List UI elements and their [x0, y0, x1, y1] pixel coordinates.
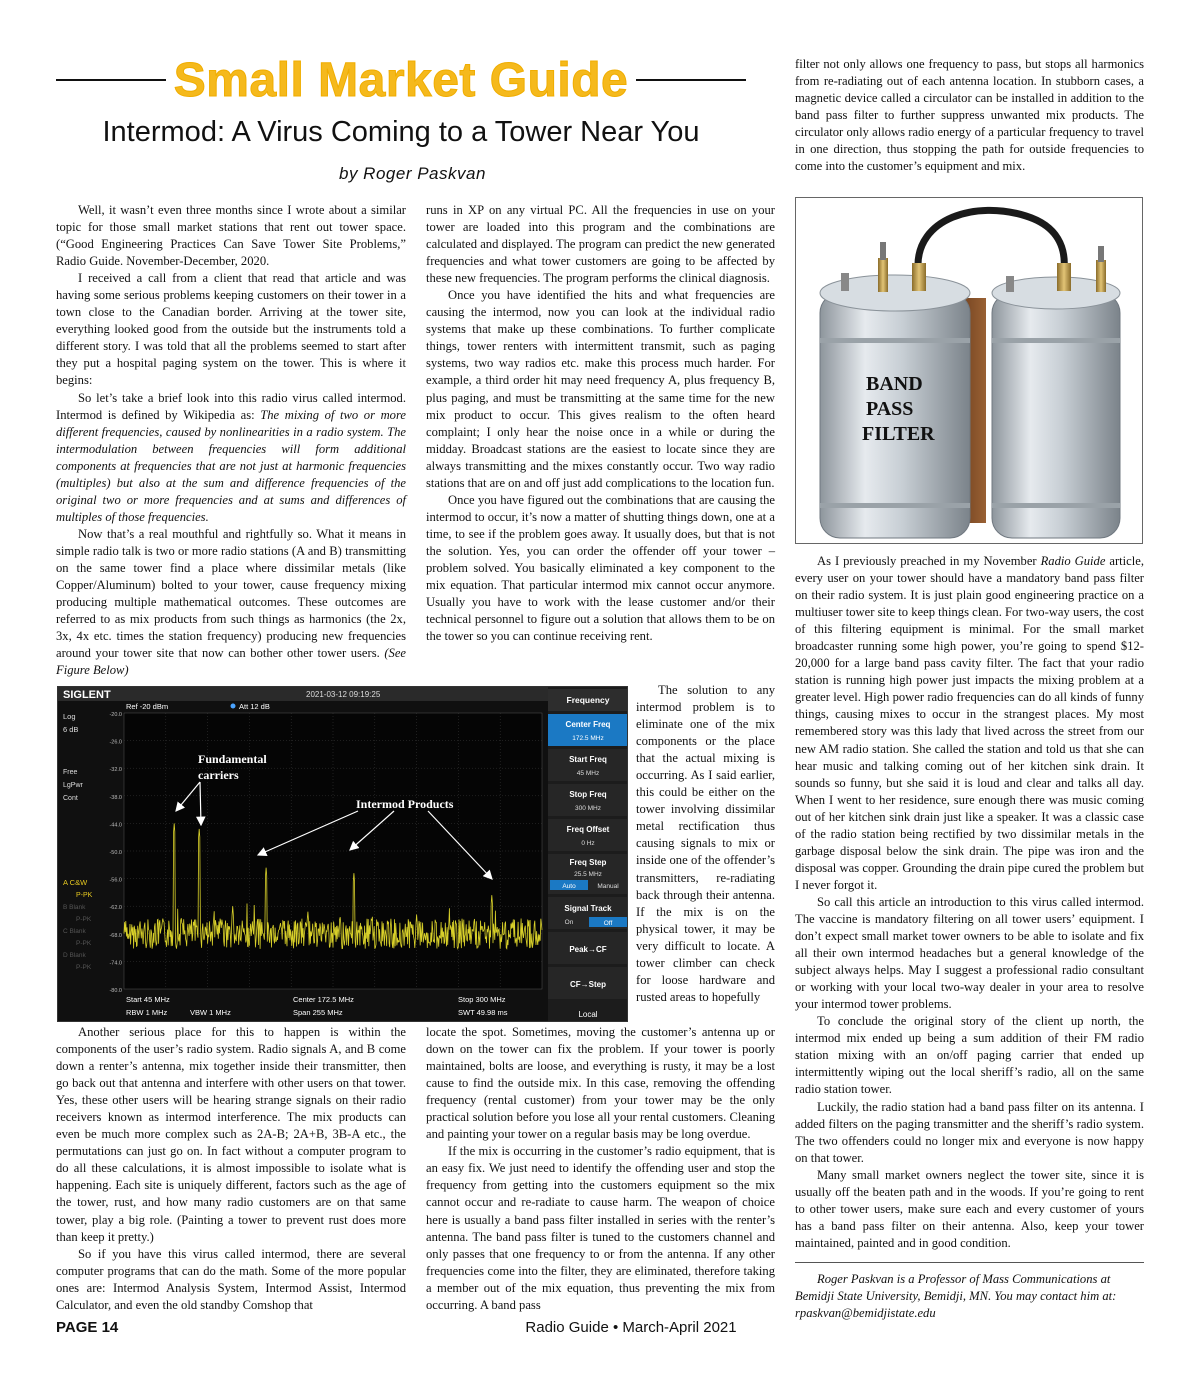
- annotation-carriers: carriers: [198, 768, 239, 782]
- band-pass-filter-photo: [795, 197, 1143, 544]
- inactive-trace-label: D Blank: [63, 952, 86, 959]
- menu-freq-offset-value: 0 Hz: [581, 840, 595, 847]
- span: Span 255 MHz: [293, 1008, 343, 1017]
- paragraph-text: Now that’s a real mouthful and rightfully so. What it means in simple radio talk is two or more radio stations (A and B) transmitting on the same tower find a place where dissimilar metals (like Copper/Aluminum) bolted to your tower, cause frequency mixing producing multiple mathematical outcomes. These outcomes are referred to as mix products from such things as harmonics (the 2x, 3x, 4x etc. times the station frequency) producing new frequencies around your tower site that now can bother other tower users.: [56, 526, 406, 661]
- inactive-trace-label: B Blank: [63, 904, 86, 911]
- center-freq: Center 172.5 MHz: [293, 995, 354, 1004]
- y-tick-label: -20.0: [109, 712, 122, 718]
- menu-peak-cf[interactable]: [548, 932, 628, 964]
- rbw: RBW 1 MHz: [126, 1008, 168, 1017]
- paragraph: locate the spot. Sometimes, moving the customer’s antenna up or down on the tower can fix the problem. If your tower is poorly maintained, bolts are loose, and everything is rusty, it may be a lost cause to find the outside mix. In this case, removing the offending frequency (rental customer) from your tower may be the only practical solution before you lose all your rental customers. Cleaning and painting your tower on a regular basis may be long overdue.: [426, 1025, 775, 1142]
- band-pass-filter-illustration: [796, 198, 1143, 544]
- author-bio-line-1: Roger Paskvan is a Professor of Mass Communications at: [817, 1271, 1111, 1286]
- menu-center-freq[interactable]: [548, 714, 628, 746]
- section-title: Small Market Guide: [173, 53, 629, 107]
- start-freq: Start 45 MHz: [126, 995, 170, 1004]
- y-tick-label: -56.0: [109, 877, 122, 884]
- page-number: PAGE 14: [56, 1319, 119, 1336]
- menu-stop-freq-label: Stop Freq: [569, 790, 607, 799]
- scale-div: 6 dB: [63, 725, 79, 734]
- spectrum-analyzer-screenshot: [57, 686, 628, 1022]
- trace-a-detector: P-PK: [76, 892, 93, 899]
- menu-center-freq-value: 172.5 MHz: [572, 735, 604, 742]
- banner-rule-right: [636, 79, 746, 81]
- y-tick-label: -38.0: [109, 794, 122, 801]
- freq-step-auto: Auto: [562, 883, 576, 890]
- y-tick-label: -26.0: [109, 739, 122, 746]
- paragraph: Well, it wasn’t even three months since I wrote about a similar topic for those small market stations that rent out tower space. (“Good Engineering Practices Can Save Tower Site Problems,” Radio Guide. November-December, 2020.: [56, 203, 406, 269]
- column-2-bottom: [426, 1024, 775, 1314]
- brand-label: SIGLENT: [63, 689, 111, 701]
- menu-start-freq[interactable]: [548, 749, 628, 781]
- inactive-trace-label: P-PK: [76, 940, 92, 947]
- inactive-trace-label: C Blank: [63, 928, 86, 935]
- wikipedia-quote: The mixing of two or more different frequencies, caused by nonlinearities in a radio system. The intermodulation between frequencies will form additional components at frequencies that are not just at harmonic frequencies (multiples) but also at the sum and difference frequencies of the original two or more frequencies and at sums and differences of multiples of those frequencies.: [56, 407, 406, 524]
- paragraph: Many small market owners neglect the tower site, since it is usually off the beaten path and in the woods. If you’re going to rent to other tower users, make sure each and every customer of yours has a band pass filter on their antenna. Also, keep your tower maintained, painted and in good condition.: [795, 1167, 1144, 1250]
- paragraph: So call this article an introduction to this virus called intermod. The vaccine is mandatory filtering on all tower users’ equipment. I don’t expect small market tower owners to be able to isolate and fix all their own intermod headaches but a general knowledge of the subject always helps. May I suggest a professional radio consultant or working with your local two-way dealer in your area to resolve your intermod tower problems.: [795, 894, 1144, 1012]
- menu-stop-freq[interactable]: [548, 784, 628, 816]
- author-email[interactable]: rpaskvan@bemidjistate.edu: [795, 1306, 936, 1321]
- trace-a-label: A C&W: [63, 878, 88, 887]
- annotation-fundamental: Fundamental: [198, 752, 267, 766]
- banner-rule-left: [56, 79, 166, 81]
- column-3-top: [795, 56, 1144, 175]
- column-1-bottom: [56, 1024, 406, 1314]
- ref-level: Ref -20 dBm: [126, 702, 169, 711]
- menu-cf-step-label: CF→Step: [570, 980, 606, 989]
- inactive-trace-label: P-PK: [76, 916, 92, 923]
- menu-freq-offset-label: Freq Offset: [566, 825, 610, 834]
- paragraph: Luckily, the radio station had a band pass filter on its antenna. I added filters on the paging transmitter and the sheriff’s radio system. The two offenders could no longer mix and everyone is now happy on that tower.: [795, 1099, 1144, 1165]
- menu-cf-step[interactable]: [548, 967, 628, 999]
- menu-stop-freq-value: 300 MHz: [574, 805, 602, 812]
- trigger-mode: Free: [63, 769, 78, 776]
- paragraph-text: As I previously preached in my November: [817, 554, 1041, 568]
- paragraph: I received a call from a client that read that article and was having some serious problems keeping customers on their tower in a town close to the Canadian border. Arriving at the tower site, everything looked good from the outside but the instruments told a different story. I was told that all the problems seemed to start after they put a hospital paging system on the tower. This is where it begins:: [56, 271, 406, 388]
- detector-mode: LgPwr: [63, 782, 83, 789]
- y-tick-label: -62.0: [109, 905, 122, 912]
- filter-label-filter: FILTER: [862, 423, 935, 445]
- y-tick-label: -44.0: [109, 822, 122, 829]
- vbw: VBW 1 MHz: [190, 1008, 231, 1017]
- y-axis-ticks: [109, 712, 122, 994]
- freq-step-manual: Manual: [597, 883, 619, 890]
- menu-signal-track-label: Signal Track: [564, 904, 612, 913]
- paragraph: So if you have this virus called intermod, there are several computer programs that can do the math. Some of the more popular ones are: Intermod Analysis System, Intermod Assist, Intermod Calculator, and even the old standby Comshop that: [56, 1246, 406, 1312]
- menu-start-freq-value: 45 MHz: [576, 770, 600, 777]
- paragraph: Once you have identified the hits and what frequencies are causing the intermod, now you can look at the individual radio systems that make up these combinations. To further complicate things, tower renters with intermittent transmit, such as paging systems, two way radios etc. make this process much harder. For example, a third order hit may need frequency A, plus frequency B, plus paging, and must be transmitting at the same time for the new mix product to occur. This gives realism to the often heard complaint; I only hear the noise once in a while or during the midday. Broadcast stations are the easiest to locate since they are always transmitting and the mixes constantly occur. Two way radio stations that are on and off just add complications to the location fun.: [426, 288, 775, 490]
- paragraph: Another serious place for this to happen is within the components of the user’s radio system. Radio signals A, and B come down a renter’s antenna, mix together inside their transmitter, then go back out that antenna and interfere with other users on that tower. Yes, these other users will be hearing strange signals on their radio receivers known as intermod interference. The mix products can even be much more complex such as 2A-B; 2A+B, 3B-A etc., the permutations can just go on. In fact without a computer program to do all these calculations, it is almost impossible to isolate what is happening. Each site is uniquely different, factors such as the age of the tower, rust, and how many radio customers are on that same tower, play a big role. (Painting a tower to prevent rust does more than keep it pretty.): [56, 1025, 406, 1244]
- y-tick-label: -32.0: [109, 767, 122, 774]
- scale-type: Log: [63, 712, 76, 721]
- column-2-side: [636, 682, 775, 1006]
- column-2-top: [426, 202, 775, 645]
- paragraph: To conclude the original story of the client up north, the intermod mix ended up being a sum addition of their FM radio station mixing with an on/off paging carrier that ended up intermittently wiping out the local sheriff’s radio, all on the same radio station tower.: [795, 1014, 1144, 1097]
- column-1-top: [56, 202, 406, 679]
- att-indicator-icon: [231, 704, 236, 709]
- y-tick-label: -74.0: [109, 960, 122, 967]
- filter-label-band: BAND: [866, 373, 923, 395]
- paragraph-text: article, every user on your tower should have a mandatory band pass filter on their radio system. It is just plain good engineering practice on a multiuser tower site to keep things clean. For two-way users, the cost of this filtering equipment is minimal. For the small market broadcaster running some high power, you’re going to spend $12-20,000 for a large band pass cavity filter. The fact that your radio station is running high power just impacts the mixing problem at a greater level. High power radio frequencies can do all kinds of funny things, causing mixes to occur in the strangest places. My most remembered story was this lady that lived across the street from our new AM radio station. She called the station and told us that she can hear music and talking coming out of her kitchen sink drain. It sounds so funny, but she said it is loud and clear and talks all day. When I went to her residence, sure enough there was music coming out of her kitchen sink drain just like a speaker. It was a classic case of the radio station being rectified by two dissimilar metals in the garbage disposal below the sink drain. The pipe was iron and the disposal was copper. Grounding the drain pipe cured the problem but I never forgot it.: [795, 554, 1144, 892]
- signal-track-on: On: [564, 919, 574, 926]
- stop-freq: Stop 300 MHz: [458, 995, 506, 1004]
- paragraph: [56, 526, 406, 679]
- menu-freq-step-label: Freq Step: [569, 858, 607, 867]
- column-3-bottom: [795, 553, 1144, 1322]
- menu-start-freq-label: Start Freq: [569, 755, 607, 764]
- y-tick-label: -80.0: [109, 988, 122, 994]
- menu-center-freq-label: Center Freq: [565, 720, 611, 729]
- paragraph: The solution to any intermod problem is to eliminate one of the mix components or the place that the actual mixing is occurring. As I said earlier, this could be either on the tower involving dissimilar metal rectification thus causing signals to mix or inside one of the offender’s transmitters, re-radiating back through their antenna. If the mix is on the physical tower, it may be very difficult to locate. A tower climber can check for loose hardware and rusted areas to hopefully: [636, 683, 775, 1004]
- y-tick-label: -68.0: [109, 932, 122, 939]
- paragraph: [56, 390, 406, 526]
- menu-peak-cf-label: Peak→CF: [569, 945, 607, 954]
- spectrum-display: [58, 687, 628, 1022]
- menu-signal-track[interactable]: [548, 897, 628, 929]
- paragraph: filter not only allows one frequency to pass, but stops all harmonics from re-radiating out of each antenna location. In stubborn cases, a magnetic device called a circulator can be installed in addition to the band pass filter to further suppress unwanted mix products. The circulator only allows radio energy of a particular frequency to travel in one direction, thus stopping the path for outside frequencies to come into the customer’s equipment and mix.: [795, 57, 1144, 174]
- menu-freq-step-value: 25.5 MHz: [574, 871, 602, 878]
- page-footer: [56, 1317, 1146, 1341]
- sweep-time: SWT 49.98 ms: [458, 1008, 508, 1017]
- paragraph: [795, 553, 1144, 894]
- paragraph-text: So let’s take a brief look into this radio virus called intermod. Intermod is defined by Wikipedia as:: [56, 390, 406, 422]
- attenuation: Att 12 dB: [239, 702, 270, 711]
- author-bio: [795, 1262, 1144, 1322]
- inactive-traces: [63, 904, 92, 971]
- paragraph: If the mix is occurring in the customer’s radio equipment, that is an easy fix. We just need to identify the offending user and stop the frequency from getting into the customers equipment so the mix cannot occur and re-radiate to cause harm. The weapon of choice here is usually a band pass filter installed in series with the renter’s antenna. The band pass filter is tuned to the customers channel and only passes that one frequency to or from the antenna. If any other frequencies come into the filter, they are eliminated, therefore taking a member out of the mix equation, thus preventing the mix from occurring. A band pass: [426, 1144, 775, 1312]
- paragraph: Once you have figured out the combinations that are causing the intermod to occur, it’s now a matter of shutting things down, one at a time, to see if the problem goes away. It usually does, but that is not the solution. Yes, you can order the offender off your tower – problem solved. You basically eliminated a key component to the mix equation. That particular intermod mix cannot occur anymore. Usually you have to work with the lease customer and/or their technical personnel to figure out a solution that allows them to be on the tower so you can continue receiving rent.: [426, 492, 775, 644]
- annotation-intermod: Intermod Products: [356, 797, 454, 811]
- filter-label-pass: PASS: [866, 398, 914, 420]
- menu-freq-step[interactable]: [548, 854, 628, 894]
- figure-reference: (See Figure Below): [56, 646, 406, 678]
- signal-track-off: Off: [603, 920, 613, 927]
- menu-title: Frequency: [566, 695, 610, 705]
- inactive-trace-label: P-PK: [76, 964, 92, 971]
- article-headline: Intermod: A Virus Coming to a Tower Near You: [102, 116, 700, 148]
- sweep-mode: Cont: [63, 795, 78, 802]
- author-bio-line-2: Bemidji State University, Bemidji, MN. You may contact him at:: [795, 1288, 1117, 1303]
- publication-issue: Radio Guide • March-April 2021: [525, 1319, 737, 1336]
- menu-freq-offset[interactable]: [548, 819, 628, 851]
- publication-name: Radio Guide: [1040, 554, 1106, 568]
- datetime-label: 2021-03-12 09:19:25: [306, 690, 381, 699]
- section-banner: [56, 52, 746, 108]
- y-tick-label: -50.0: [109, 850, 122, 856]
- paragraph: runs in XP on any virtual PC. All the frequencies in use on your tower are loaded into this program and the combinations are calculated and displayed. The program can predict the new generated frequencies and what tower customers are going to be affected by these new frequencies. The program performs the clinical diagnosis.: [426, 203, 775, 286]
- local-indicator: Local: [578, 1010, 598, 1019]
- article-byline: by Roger Paskvan: [339, 164, 486, 183]
